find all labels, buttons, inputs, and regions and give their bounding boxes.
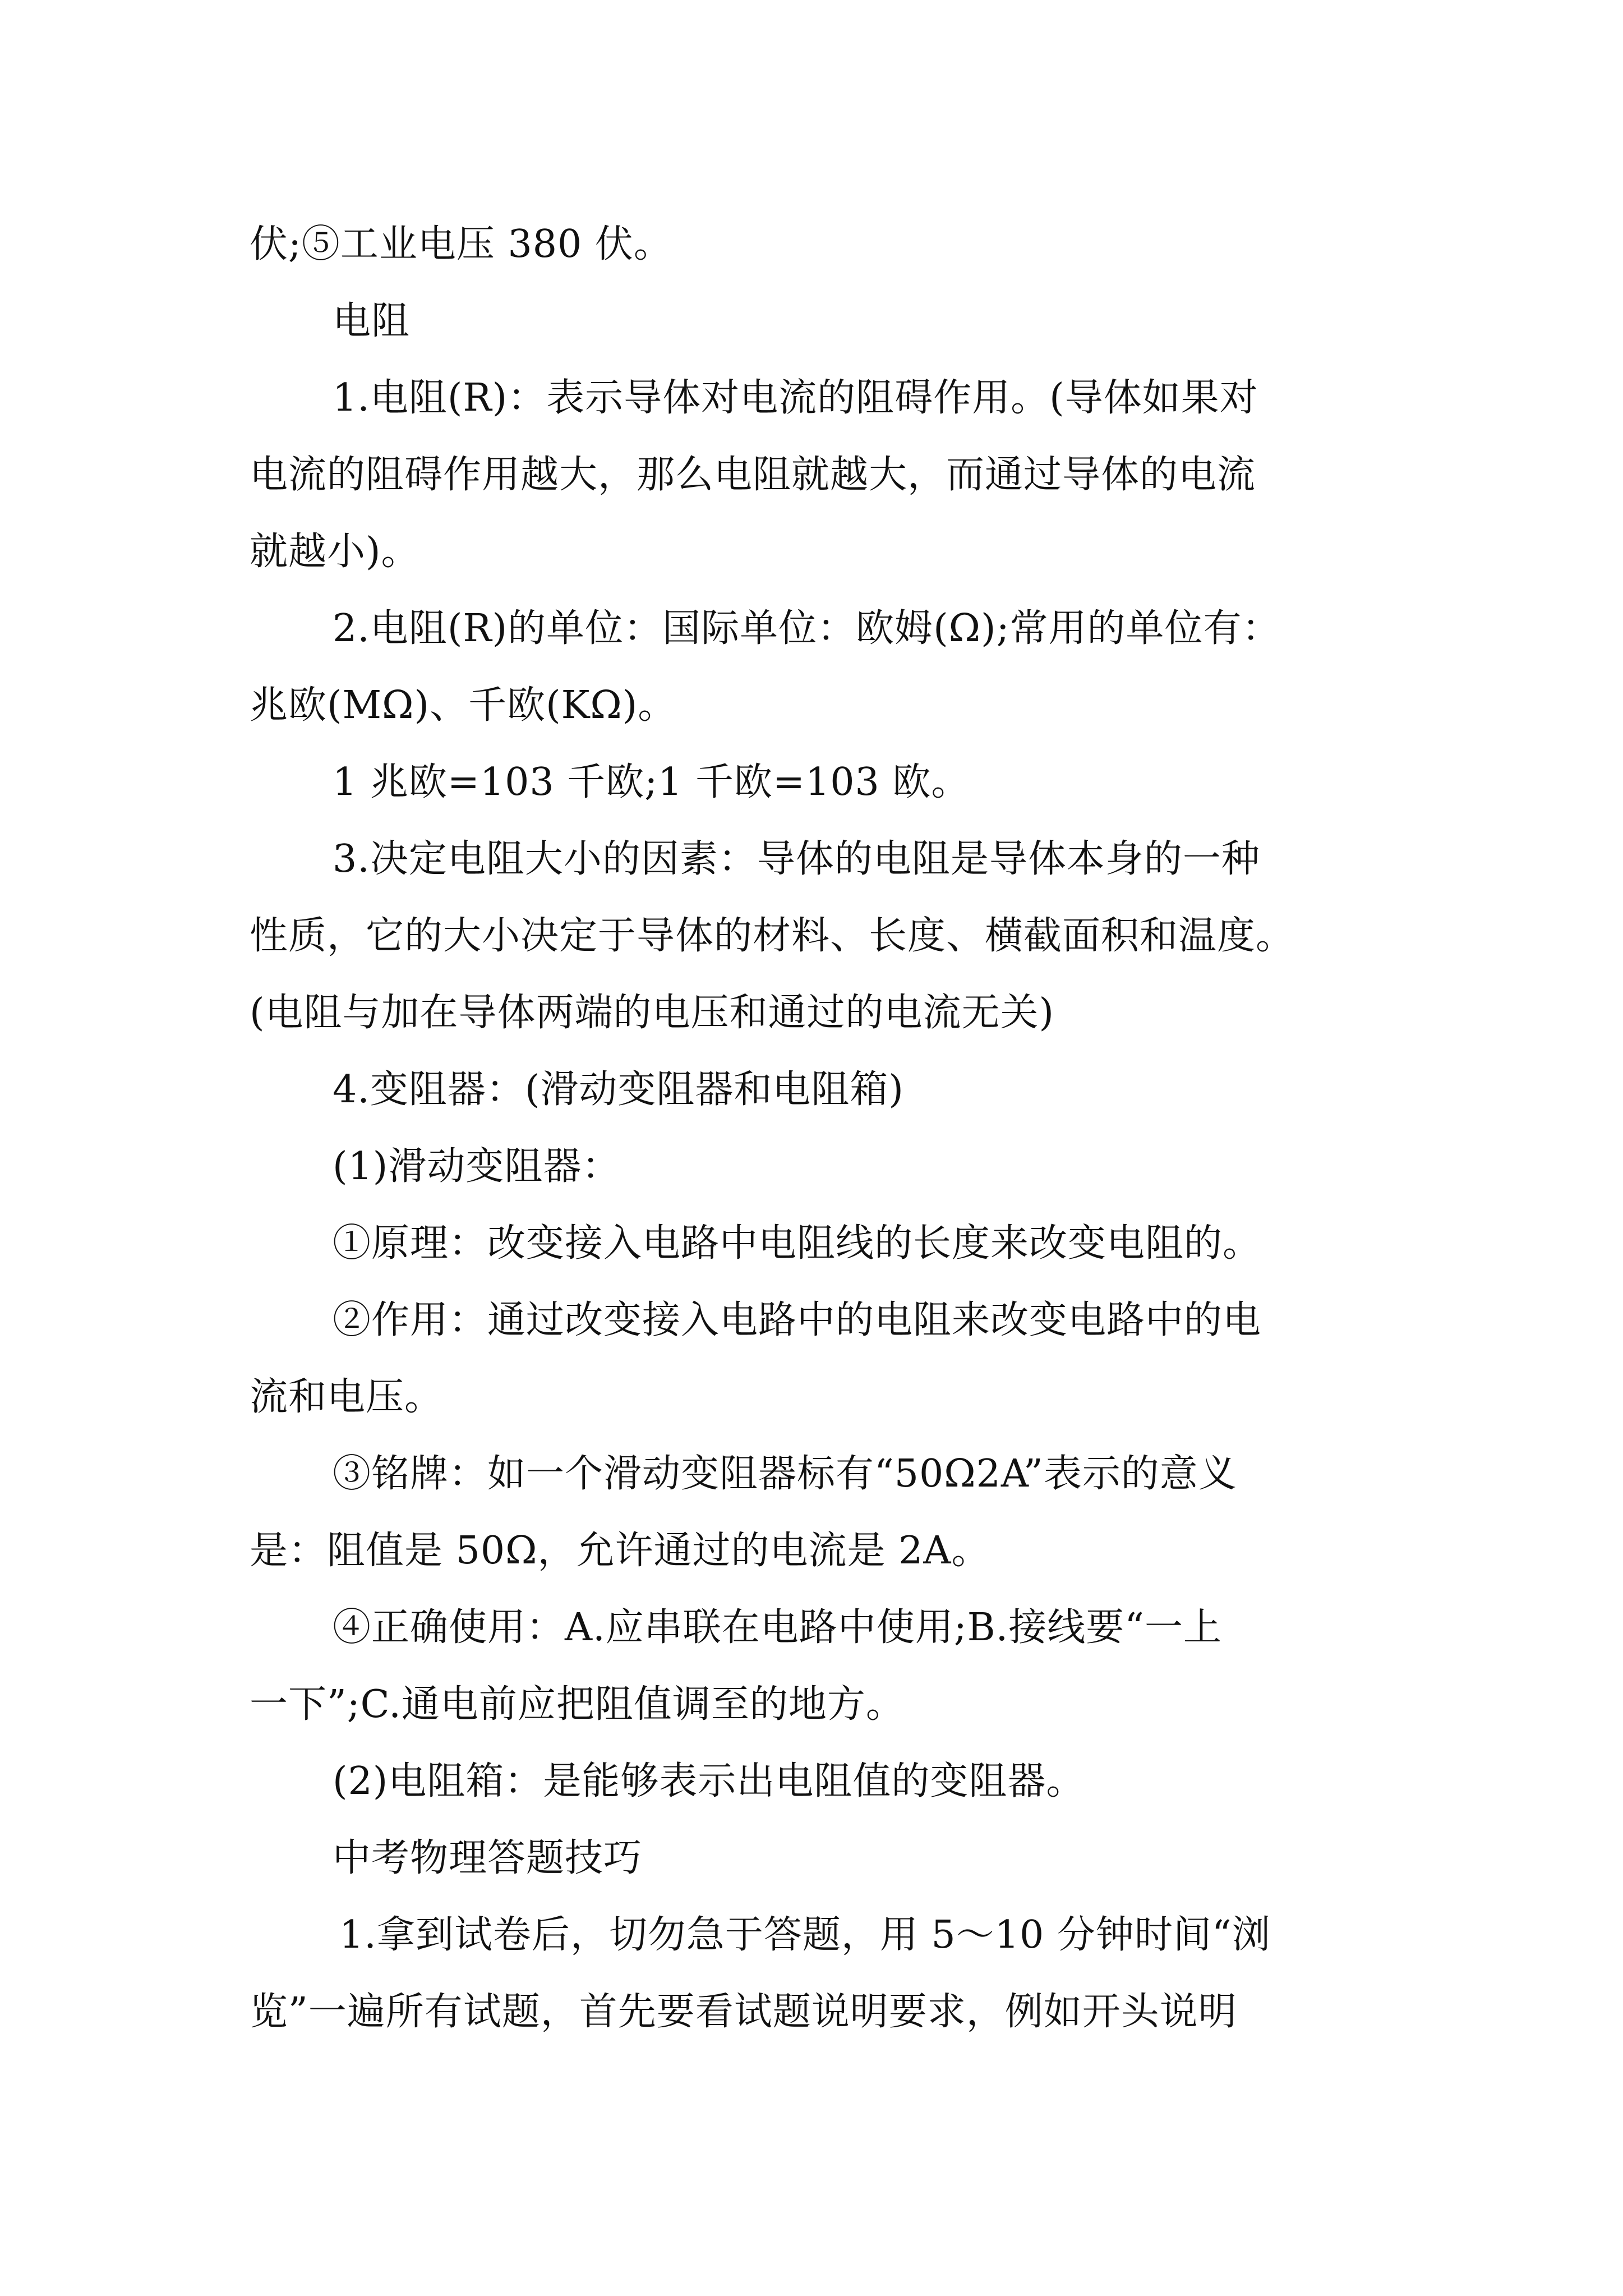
text-line: 1 兆欧=103 千欧;1 千欧=103 欧。 bbox=[333, 760, 970, 804]
text-line: ①原理：改变接入电路中电阻线的长度来改变电阻的。 bbox=[333, 1221, 1262, 1266]
section-heading: 电阻 bbox=[333, 299, 411, 343]
text-line: (2)电阻箱：是能够表示出电阻值的变阻器。 bbox=[333, 1759, 1085, 1803]
text-line: ④正确使用：A.应串联在电路中使用;B.接线要“一上 bbox=[333, 1605, 1222, 1650]
text-line: 流和电压。 bbox=[250, 1375, 444, 1419]
text-line: 兆欧(MΩ)、千欧(KΩ)。 bbox=[250, 683, 677, 728]
text-line: ③铭牌：如一个滑动变阻器标有“50Ω2A”表示的意义 bbox=[333, 1452, 1237, 1496]
text-line: 伏;⑤工业电压 380 伏。 bbox=[250, 222, 672, 266]
text-line: 2.电阻(R)的单位：国际单位：欧姆(Ω);常用的单位有： bbox=[333, 606, 1281, 651]
text-line: (电阻与加在导体两端的电压和通过的电流无关) bbox=[250, 991, 1055, 1035]
text-line: 览”一遍所有试题，首先要看试题说明要求，例如开头说明 bbox=[250, 1990, 1237, 2034]
section-heading: 中考物理答题技巧 bbox=[333, 1836, 643, 1880]
text-line: 3.决定电阻大小的因素：导体的电阻是导体本身的一种 bbox=[333, 837, 1260, 881]
text-line: 1.拿到试卷后，切勿急于答题，用 5～10 分钟时间“浏 bbox=[339, 1913, 1271, 1957]
text-line: (1)滑动变阻器： bbox=[333, 1144, 621, 1189]
text-line: 是：阻值是 50Ω，允许通过的电流是 2A。 bbox=[250, 1529, 990, 1573]
text-line: 1.电阻(R)：表示导体对电流的阻碍作用。(导体如果对 bbox=[333, 376, 1258, 420]
text-line: 4.变阻器：(滑动变阻器和电阻箱) bbox=[333, 1068, 904, 1112]
text-line: ②作用：通过改变接入电路中的电阻来改变电路中的电 bbox=[333, 1298, 1262, 1342]
text-line: 性质，它的大小决定于导体的材料、长度、横截面积和温度。 bbox=[250, 914, 1295, 958]
text-line: 就越小)。 bbox=[250, 530, 420, 574]
text-line: 电流的阻碍作用越大，那么电阻就越大，而通过导体的电流 bbox=[250, 453, 1256, 497]
text-line: 一下”;C.通电前应把阻值调至的地方。 bbox=[250, 1682, 905, 1727]
